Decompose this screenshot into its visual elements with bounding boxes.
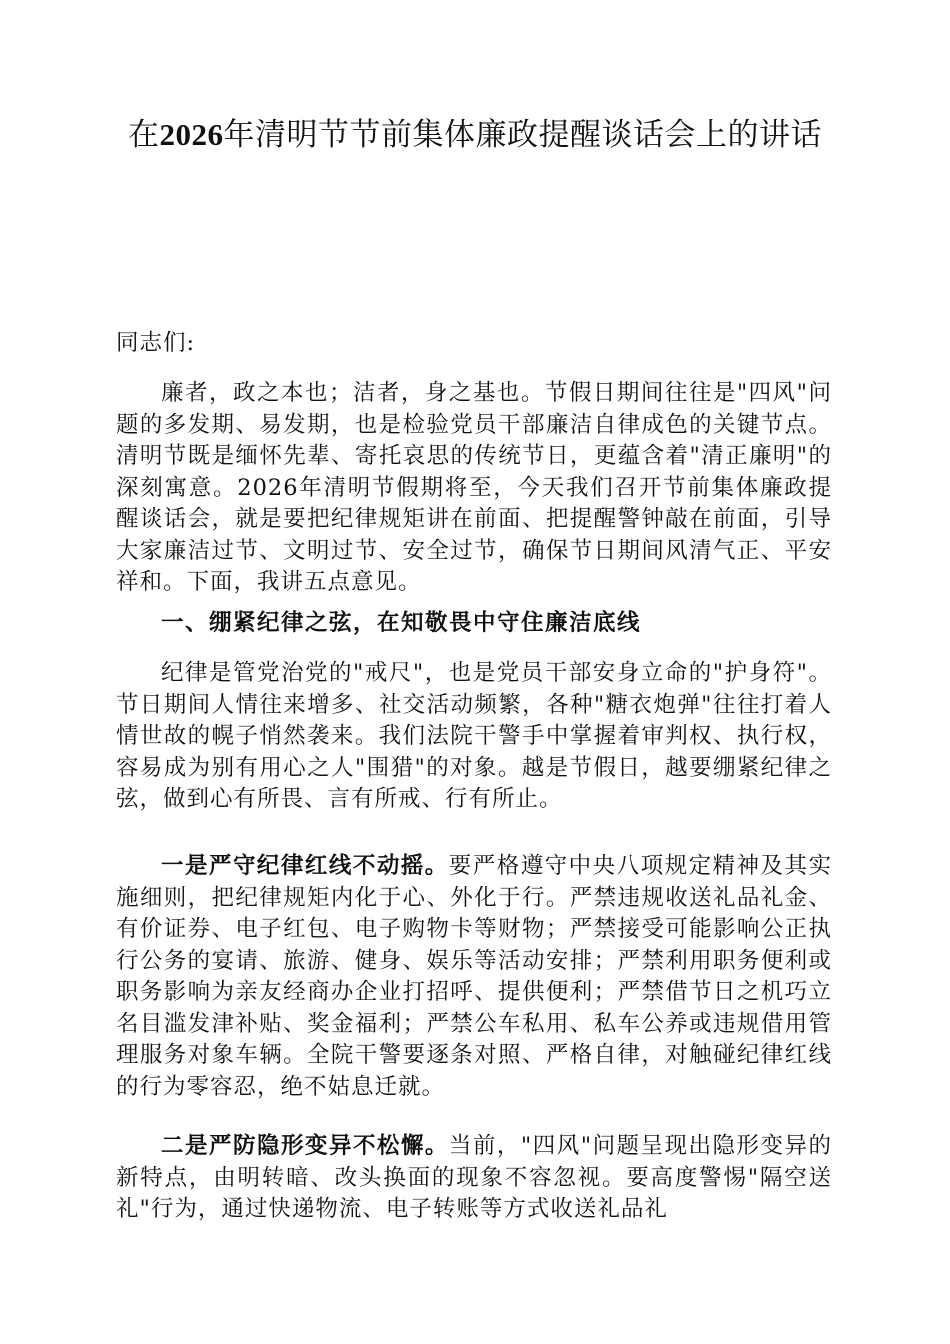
salutation: 同志们: — [116, 330, 196, 356]
intro-paragraph: 廉者，政之本也；洁者，身之基也。节假日期间往往是"四风"问题的多发期、易发期，也是检验党员干部廉洁自律成色的关键节点。清明节既是缅怀先辈、寄托哀思的传统节日，更蕴含着"清正廉明"的深刻寓意。2026年清明节假期将至，今天我们召开节前集体廉政提醒谈话会，就是要把纪律规矩讲在前面、把提醒警钟敲在前面，引导大家廉洁过节、文明过节、安全过节，确保节日期间风清气正、平安祥和。下面，我讲五点意见。 — [116, 380, 832, 595]
point-2-paragraph — [116, 1131, 832, 1226]
point-1-text: 要严格遵守中央八项规定精神及其实施细则，把纪律规矩内化于心、外化于行。严禁违规收送礼品礼金、有价证券、电子红包、电子购物卡等财物；严禁接受可能影响公正执行公务的宴请、旅游、健身、娱乐等活动安排；严禁利用职务便利或职务影响为亲友经商办企业打招呼、提供便利；严禁借节日之机巧立名目滥发津补贴、奖金福利；严禁公车私用、私车公养或违规借用管理服务对象车辆。全院干警要逐条对照、严格自律，对触碰纪律红线的行为零容忍，绝不姑息迁就。 — [116, 853, 832, 1100]
title-prefix: 在 — [128, 117, 160, 153]
title-suffix: 年清明节节前集体廉政提醒谈话会上的讲话 — [223, 117, 822, 153]
point-2-text: 当前，"四风"问题呈现出隐形变异的新特点，由明转暗、改头换面的现象不容忽视。要高度警惕"隔空送礼"行为，通过快递物流、电子转账等方式收送礼品礼 — [116, 1133, 832, 1222]
section-1-paragraph: 纪律是管党治党的"戒尺"，也是党员干部安身立命的"护身符"。节日期间人情往来增多、社交活动频繁，各种"糖衣炮弹"往往打着人情世故的幌子悄然袭来。我们法院干警手中掌握着审判权、执行权，容易成为别有用心之人"围猎"的对象。越是节假日，越要绷紧纪律之弦，做到心有所畏、言有所戒、行有所止。 — [116, 660, 832, 812]
point-2-lead: 二是严防隐形变异不松懈。 — [161, 1133, 449, 1159]
point-1-paragraph — [116, 851, 832, 1103]
document-title — [100, 110, 850, 160]
point-1-lead: 一是严守纪律红线不动摇。 — [161, 853, 449, 879]
section-heading-1: 一、绷紧纪律之弦，在知敬畏中守住廉洁底线 — [161, 610, 642, 636]
title-year: 2026 — [159, 117, 224, 152]
